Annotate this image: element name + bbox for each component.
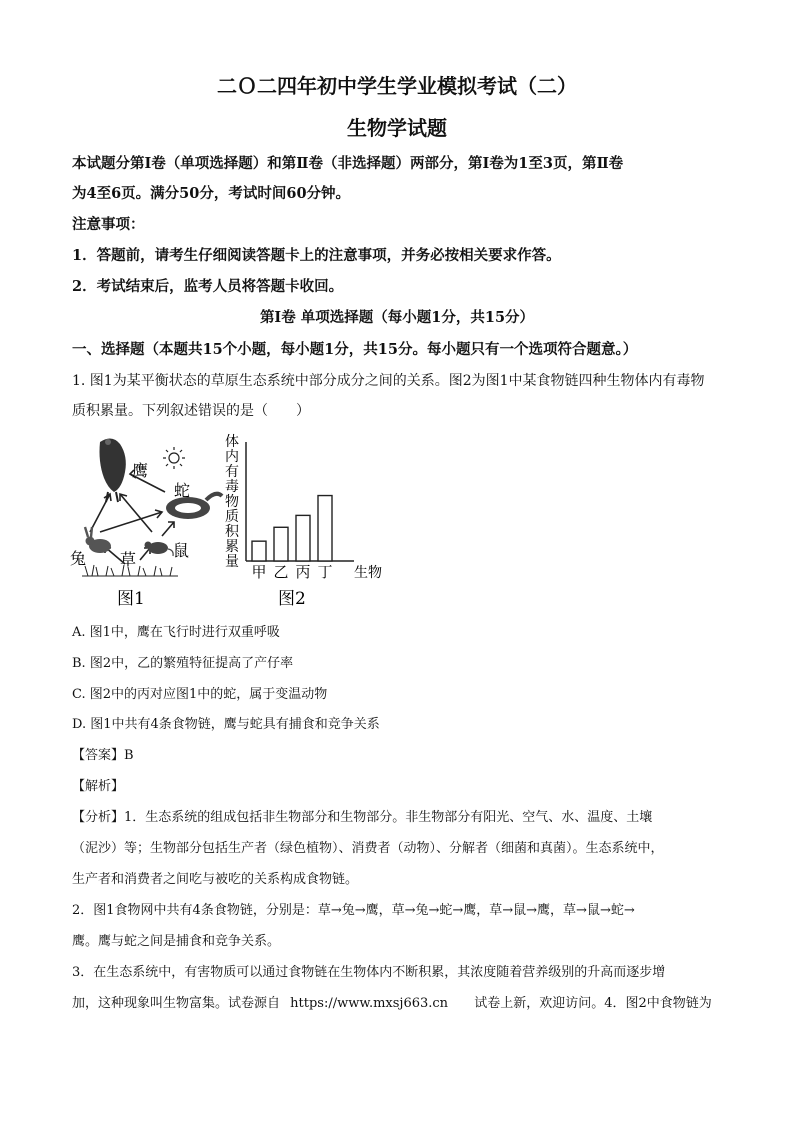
- analysis-p2-line-2: 鹰。鹰与蛇之间是捕食和竞争关系。: [72, 934, 281, 949]
- analysis-p3-line-1: 3．在生态系统中，有害物质可以通过食物链在生物体内不断积累，其浓度随着营养级别的升高而逐步增: [72, 965, 666, 980]
- y-axis-label-char: 质: [225, 509, 239, 525]
- source-url-link[interactable]: https://www.mxsj663.cn: [290, 996, 449, 1011]
- analysis-p1-line-3: 生产者和消费者之间吃与被吃的关系构成食物链。: [72, 872, 359, 887]
- section-heading: 一、选择题（本题共15个小题，每小题1分，共15分。每小题只有一个选项符合题意。）: [72, 341, 638, 358]
- analysis-p1-line-1: 【分析】1．生态系统的组成包括非生物部分和生物部分。非生物部分有阳光、空气、水、温度、土壤: [72, 810, 653, 825]
- analysis-p3-text-a: 加，这种现象叫生物富集。试卷源自: [72, 996, 281, 1011]
- mouse-icon: [145, 542, 174, 557]
- rabbit-icon: [85, 527, 111, 553]
- snake-label: 蛇: [174, 481, 191, 500]
- exam-subtitle: 生物学试题: [347, 116, 447, 140]
- analysis-heading: 【解析】: [72, 779, 125, 794]
- analysis-p2-line-1: 2．图1食物网中共有4条食物链，分别是：草→兔→鹰，草→兔→蛇→鹰，草→鼠→鹰，草→鼠→蛇→: [72, 903, 635, 918]
- question-1-stem-line-2: 质积累量。下列叙述错误的是（ ）: [72, 403, 310, 419]
- bar-4: [318, 496, 332, 561]
- y-axis-label-char: 物: [225, 494, 239, 510]
- sun-icon: [163, 447, 185, 469]
- analysis-p1-line-2: （泥沙）等；生物部分包括生产者（绿色植物）、消费者（动物）、分解者（细菌和真菌）。生态系统中，: [72, 841, 664, 856]
- option-b: B. 图2中，乙的繁殖特征提高了产仔率: [72, 656, 294, 671]
- food-web-figure: [70, 432, 240, 610]
- notes-item-1: 1．答题前，请考生仔细阅读答题卡上的注意事项，并务必按相关要求作答。: [72, 247, 561, 264]
- eagle-label: 鹰: [132, 461, 149, 480]
- figure-2-caption: 图2: [278, 589, 306, 609]
- y-axis-label-char: 体: [225, 434, 239, 450]
- notes-heading: 注意事项：: [72, 216, 145, 233]
- chart-x-axis-label: 生物: [354, 565, 382, 581]
- option-c: C. 图2中的丙对应图1中的蛇，属于变温动物: [72, 687, 328, 702]
- bar-3: [296, 515, 310, 561]
- x-tick-label-1: 甲: [251, 563, 267, 581]
- mouse-label: 鼠: [173, 541, 190, 560]
- answer-text: 【答案】B: [72, 748, 134, 763]
- toxin-bar-chart: [222, 432, 392, 610]
- y-axis-label-char: 积: [225, 524, 239, 540]
- option-a: A. 图1中，鹰在飞行时进行双重呼吸: [72, 625, 280, 640]
- y-axis-label-char: 毒: [225, 479, 239, 495]
- y-axis-label-char: 内: [225, 449, 239, 465]
- notes-item-2: 2．考试结束后，监考人员将答题卡收回。: [72, 278, 344, 295]
- analysis-p3-text-b: 试卷上新，欢迎访问。4．图2中食物链为: [474, 996, 712, 1011]
- question-1-stem-line-1: 1. 图1为某平衡状态的草原生态系统中部分成分之间的关系。图2为图1中某食物链四种生物体内有毒物: [72, 373, 705, 389]
- y-axis-label-char: 有: [225, 464, 239, 480]
- option-d: D. 图1中共有4条食物链，鹰与蛇具有捕食和竞争关系: [72, 717, 380, 732]
- y-axis-label-char: 累: [225, 539, 239, 555]
- grass-label: 草: [120, 550, 137, 569]
- figure-1-caption: 图1: [117, 589, 145, 609]
- eagle-icon: [100, 438, 126, 502]
- rabbit-label: 兔: [70, 549, 87, 568]
- intro-line-2: 为4至6页。满分50分，考试时间60分钟。: [72, 185, 351, 202]
- analysis-p3-line-2: [72, 992, 712, 1011]
- y-axis-label-char: 量: [225, 554, 239, 570]
- intro-line-1: 本试题分第Ⅰ卷（单项选择题）和第Ⅱ卷（非选择题）两部分，第Ⅰ卷为1至3页，第Ⅱ卷: [72, 155, 624, 172]
- chart-y-axis-label: [225, 433, 240, 570]
- x-tick-label-4: 丁: [317, 563, 333, 581]
- bar-1: [252, 541, 266, 561]
- bar-2: [274, 527, 288, 561]
- x-tick-label-3: 丙: [295, 563, 311, 581]
- part1-heading: 第Ⅰ卷 单项选择题（每小题1分，共15分）: [259, 309, 535, 326]
- exam-title: 二Ｏ二四年初中学生学业模拟考试（二）: [217, 74, 577, 98]
- x-tick-label-2: 乙: [273, 563, 289, 581]
